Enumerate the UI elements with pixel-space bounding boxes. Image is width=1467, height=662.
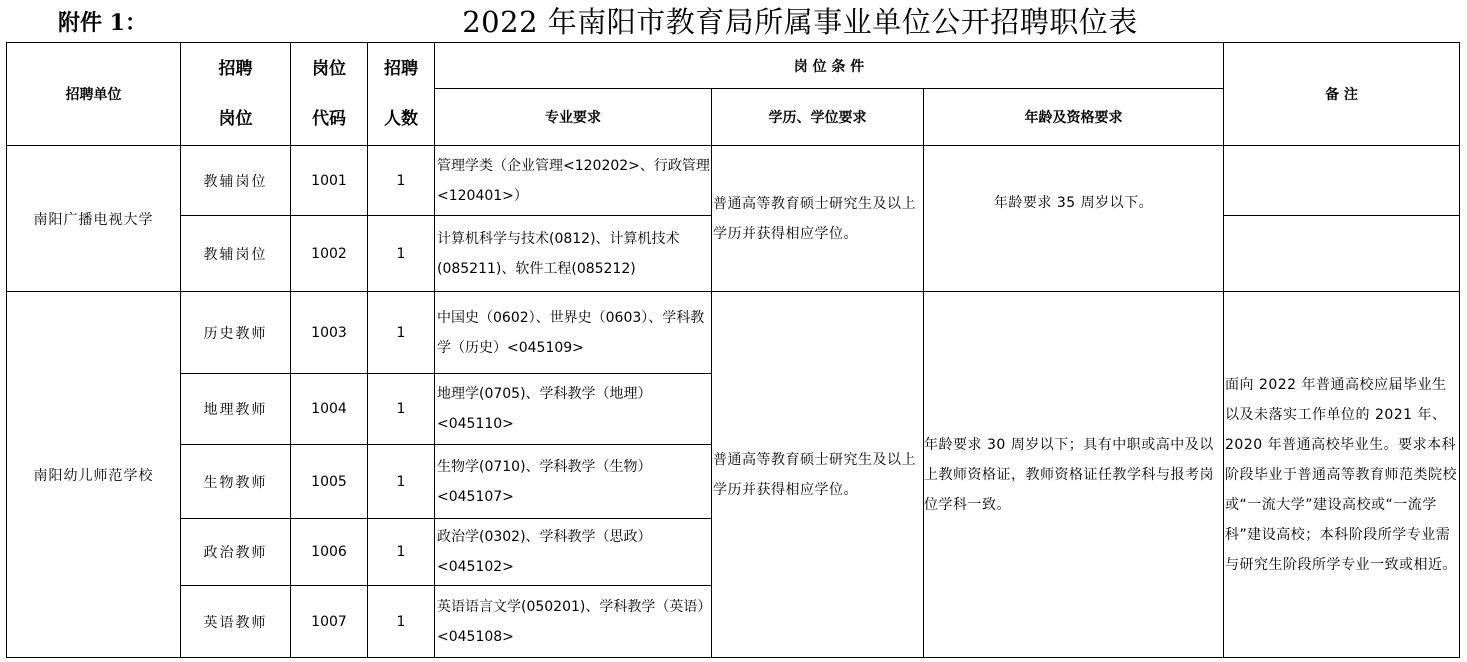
major-cell: 生物学(0710)、学科教学（生物）<045107> (435, 445, 712, 519)
remark-cell (1224, 146, 1460, 216)
table-row (7, 292, 1460, 374)
post-cell: 英语教师 (181, 586, 291, 658)
unit-cell: 南阳幼儿师范学校 (7, 292, 181, 658)
header-unit: 招聘单位 (7, 43, 181, 146)
count-cell: 1 (368, 292, 435, 374)
post-cell: 教辅岗位 (181, 146, 291, 216)
header-count-line2: 人数 (384, 109, 418, 129)
header-age: 年龄及资格要求 (924, 89, 1224, 146)
count-cell: 1 (368, 374, 435, 445)
code-cell: 1005 (291, 445, 368, 519)
header-count (368, 43, 435, 146)
table-row (7, 146, 1460, 216)
remark-cell: 面向 2022 年普通高校应届毕业生以及未落实工作单位的 2021 年、2020 年普通高校毕业生。要求本科阶段毕业于普通高等教育师范类院校或“一流大学”建设高校或“一流学科”建设高校；本科阶段所学专业需与研究生阶段所学专业一致或相近。 (1224, 292, 1460, 658)
code-cell: 1001 (291, 146, 368, 216)
major-cell: 计算机科学与技术(0812)、计算机技术(085211)、软件工程(085212) (435, 216, 712, 292)
age-cell: 年龄要求 30 周岁以下；具有中职或高中及以上教师资格证，教师资格证任教学科与报考岗位学科一致。 (924, 292, 1224, 658)
header-count-line1: 招聘 (384, 59, 418, 79)
code-cell: 1004 (291, 374, 368, 445)
education-cell: 普通高等教育硕士研究生及以上学历并获得相应学位。 (712, 292, 924, 658)
count-cell: 1 (368, 445, 435, 519)
header-post-line1: 招聘 (218, 59, 253, 79)
header-education: 学历、学位要求 (712, 89, 924, 146)
code-cell: 1007 (291, 586, 368, 658)
count-cell: 1 (368, 216, 435, 292)
count-cell: 1 (368, 146, 435, 216)
code-cell: 1003 (291, 292, 368, 374)
major-cell: 管理学类（企业管理<120202>、行政管理<120401>） (435, 146, 712, 216)
header-major: 专业要求 (435, 89, 712, 146)
code-cell: 1002 (291, 216, 368, 292)
education-cell: 普通高等教育硕士研究生及以上学历并获得相应学位。 (712, 146, 924, 292)
post-cell: 教辅岗位 (181, 216, 291, 292)
code-cell: 1006 (291, 519, 368, 586)
header-conditions: 岗 位 条 件 (435, 43, 1224, 89)
unit-cell: 南阳广播电视大学 (7, 146, 181, 292)
post-cell: 生物教师 (181, 445, 291, 519)
remark-cell (1224, 216, 1460, 292)
header-code (291, 43, 368, 146)
attachment-label: 附件 1： (58, 10, 147, 36)
count-cell: 1 (368, 586, 435, 658)
header-post (181, 43, 291, 146)
header-code-line2: 代码 (312, 109, 346, 129)
page-title: 2022 年南阳市教育局所属事业单位公开招聘职位表 (462, 5, 1138, 39)
major-cell: 政治学(0302)、学科教学（思政）<045102> (435, 519, 712, 586)
header-post-line2: 岗位 (218, 109, 253, 129)
header-code-line1: 岗位 (312, 59, 346, 79)
major-cell: 中国史（0602）、世界史（0603）、学科教学（历史）<045109> (435, 292, 712, 374)
major-cell: 英语语言文学(050201)、学科教学（英语）<045108> (435, 586, 712, 658)
age-cell: 年龄要求 35 周岁以下。 (924, 146, 1224, 292)
major-cell: 地理学(0705)、学科教学（地理）<045110> (435, 374, 712, 445)
count-cell: 1 (368, 519, 435, 586)
recruitment-table (6, 42, 1460, 658)
post-cell: 历史教师 (181, 292, 291, 374)
post-cell: 地理教师 (181, 374, 291, 445)
header-remarks: 备 注 (1224, 43, 1460, 146)
post-cell: 政治教师 (181, 519, 291, 586)
